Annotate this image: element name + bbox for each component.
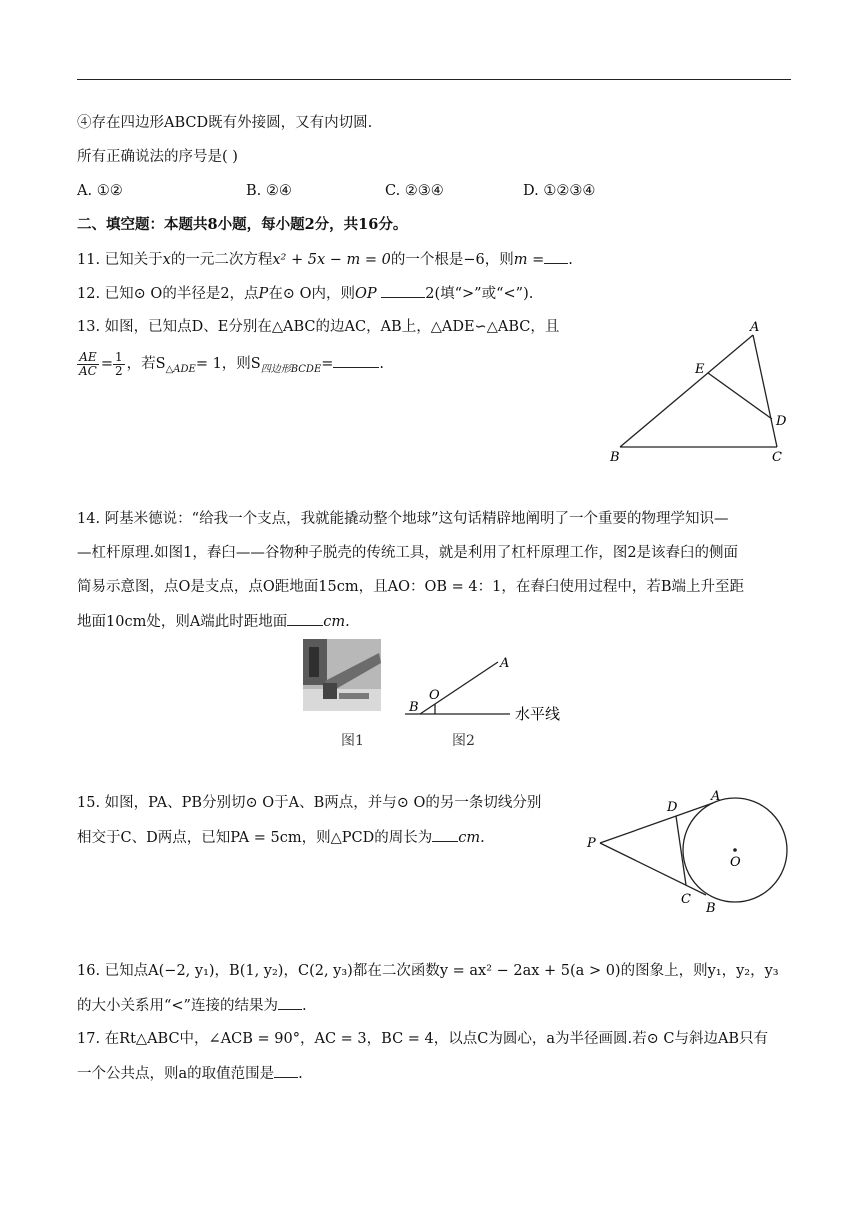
q13-label-c: C bbox=[772, 450, 782, 465]
q15-label-o: O bbox=[730, 855, 741, 870]
q13-triangle-figure bbox=[600, 315, 800, 475]
q10-option-d: D. ①②③④ bbox=[523, 183, 596, 199]
q12-blank bbox=[381, 283, 425, 298]
q10-item4: ④存在四边形ABCD既有外接圆，又有内切圆. bbox=[77, 115, 373, 131]
q13-line1: 13. 如图，已知点D、E分别在△ABC的边AC，AB上，△ADE∽△ABC，且 bbox=[77, 319, 560, 335]
q16-line2: 的大小关系用“<”连接的结果为 . bbox=[77, 995, 307, 1016]
q14-figure2-caption: 图2 bbox=[452, 733, 475, 749]
q14-line2: —杠杆原理.如图1，舂臼——谷物种子脱壳的传统工具，就是利用了杠杆原理工作，图2是该舂臼的侧面 bbox=[77, 545, 739, 561]
q13-line2: $\frac{AE}{AC}$ = $\frac{1}{2}$ ，若$S_{\triangle ADE}= 1$，则$S_{四边形BCDE}=$ . bbox=[79, 349, 385, 378]
q15-label-p: P bbox=[587, 836, 596, 851]
q15-center-point bbox=[733, 848, 737, 852]
q14-label-o: O bbox=[429, 688, 440, 703]
q13-label-b: B bbox=[610, 450, 620, 465]
section-title: 二、填空题：本题共8小题，每小题2分，共16分。 bbox=[77, 216, 408, 233]
q14-figure1-caption: 图1 bbox=[341, 733, 364, 749]
q14-figure1-photo bbox=[303, 639, 381, 711]
q13-blank bbox=[333, 353, 379, 368]
q15-blank bbox=[432, 827, 458, 842]
q15-label-b: B bbox=[706, 901, 716, 916]
q15-label-d: D bbox=[667, 800, 678, 815]
q16-blank bbox=[278, 995, 302, 1010]
q14-line1: 14. 阿基米德说：“给我一个支点，我就能撬动整个地球”这句话精辟地阐明了一个重要的物理学知识— bbox=[77, 511, 729, 527]
q11-blank bbox=[544, 249, 568, 264]
q15-label-a: A bbox=[711, 789, 721, 804]
q14-label-horizontal: 水平线 bbox=[515, 705, 561, 722]
q16-line1: 16. 已知点A(−2, y₁)，B(1, y₂)，C(2, y₃)都在二次函数y = ax² − 2ax + 5(a > 0)的图象上，则y₁，y₂，y₃ bbox=[77, 963, 779, 979]
q10-option-b: B. ②④ bbox=[246, 183, 292, 199]
q10-question: 所有正确说法的序号是( ) bbox=[77, 149, 238, 165]
q14-line4: 地面10cm处，则A端此时距地面 cm. bbox=[77, 611, 350, 632]
q11: 11. 已知关于x的一元二次方程x² + 5x − m = 0的一个根是−6，则m = . bbox=[77, 249, 573, 270]
q15-line2: 相交于C、D两点，已知PA = 5cm，则△PCD的周长为 cm. bbox=[77, 827, 485, 848]
q15-line1: 15. 如图，PA、PB分别切⊙ O于A、B两点，并与⊙ O的另一条切线分别 bbox=[77, 795, 542, 811]
q13-label-d: D bbox=[776, 414, 787, 429]
q13-label-e: E bbox=[695, 362, 705, 377]
q14-blank bbox=[287, 611, 323, 626]
q15-label-c: C bbox=[681, 892, 691, 907]
q14-label-a: A bbox=[500, 656, 510, 671]
q12: 12. 已知⊙ O的半径是2，点P在⊙ O内，则OP 2(填“>”或“<”). bbox=[77, 283, 533, 304]
q17-line2: 一个公共点，则a的取值范围是 . bbox=[77, 1063, 303, 1084]
q10-option-a: A. ①② bbox=[77, 183, 123, 199]
q10-option-c: C. ②③④ bbox=[385, 183, 444, 199]
q13-label-a: A bbox=[750, 320, 760, 335]
q14-line3: 简易示意图，点O是支点，点O距地面15cm，且AO：OB = 4：1，在舂臼使用过程中，若B端上升至距 bbox=[77, 579, 744, 595]
q17-blank bbox=[274, 1063, 298, 1078]
q17-line1: 17. 在Rt△ABC中，∠ACB = 90°，AC = 3，BC = 4，以点C为圆心，a为半径画圆.若⊙ C与斜边AB只有 bbox=[77, 1031, 769, 1047]
q14-figure2-lever bbox=[400, 652, 575, 722]
q15-circle-figure bbox=[580, 780, 800, 925]
header-rule bbox=[77, 79, 791, 80]
q14-label-b: B bbox=[409, 700, 419, 715]
